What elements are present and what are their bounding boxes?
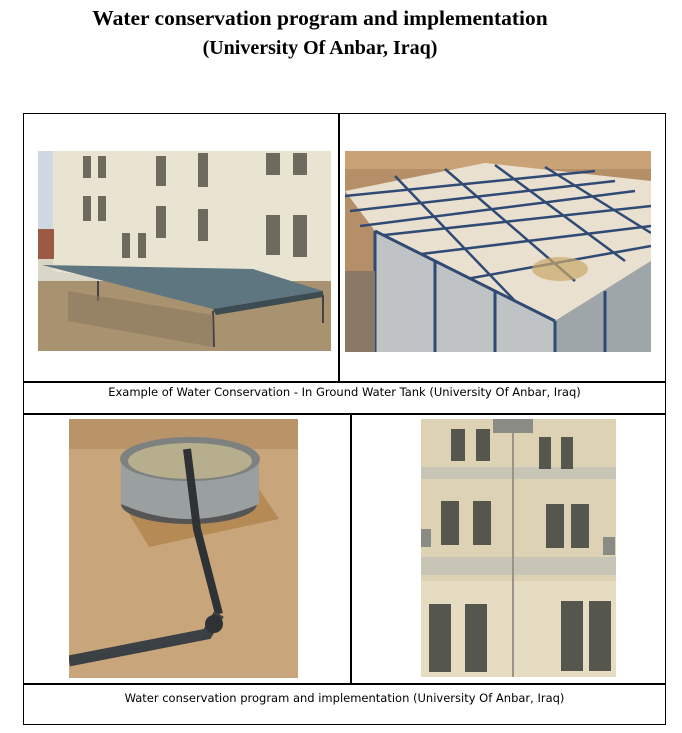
photo-ground-water-tank (345, 151, 651, 352)
table-divider-vertical-top (338, 113, 340, 382)
page-title: Water conservation program and implementation (92, 6, 548, 30)
table-divider-h3 (23, 683, 666, 685)
photo-round-tank-pipe (69, 419, 298, 678)
photo-building-roof-tank (38, 151, 331, 351)
caption-top: Example of Water Conservation - In Ground Water Tank (University Of Anbar, Iraq) (108, 385, 581, 399)
photo-building-facade (421, 419, 616, 677)
table-divider-h1 (23, 381, 666, 383)
caption-bottom: Water conservation program and implementation (University Of Anbar, Iraq) (124, 691, 565, 705)
table-divider-h2 (23, 413, 666, 415)
table-divider-vertical-bottom (350, 413, 352, 684)
page-subtitle: (University Of Anbar, Iraq) (202, 37, 438, 59)
